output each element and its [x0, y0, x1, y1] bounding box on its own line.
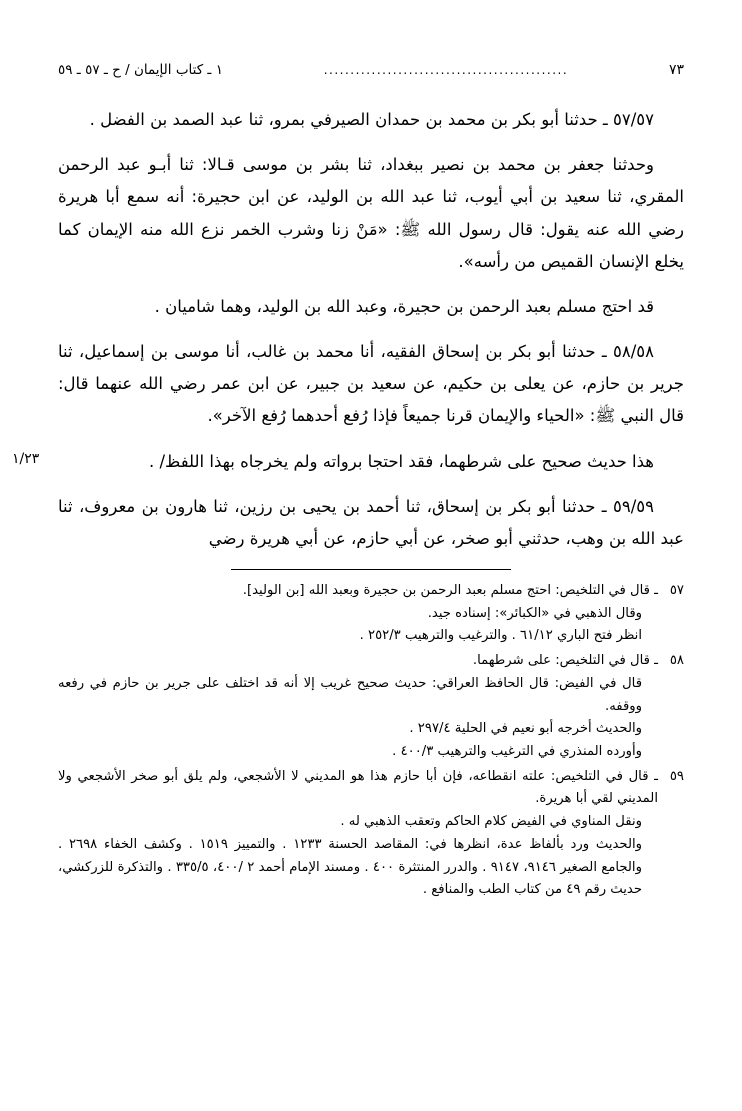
footnote-line: ـ قال في التلخيص: احتج مسلم بعبد الرحمن بن حجيرة وبعبد الله [بن الوليد]. — [242, 583, 658, 599]
footnote-number: ٥٨ — [669, 653, 684, 669]
footnotes-section — [58, 580, 684, 902]
header-dot-leader: .............................................. — [323, 63, 569, 77]
footnote-line: ـ قال في التلخيص: على شرطهما. — [472, 653, 658, 669]
footnote-58 — [58, 650, 684, 764]
footnote-line: وقال الذهبي في «الكبائر»: إسناده جيد. — [427, 605, 642, 621]
footnote-line: والحديث أخرجه أبو نعيم في الحلية ٢٩٧/٤ . — [409, 721, 642, 737]
footnote-line: وأورده المنذري في الترغيب والترهيب ٤٠٠/٣ . — [392, 743, 642, 759]
footnote-body — [58, 650, 658, 764]
footnote-59 — [58, 766, 684, 902]
paragraph-hadith-57-chain: وحدثنا جعفر بن محمد بن نصير ببغداد، ثنا بشر بن موسى قـالا: ثنا أبـو عبد الرحمن المقري، ثنا سعيد بن أبي أيوب، ثنا عبد الله بن الوليد، عن ابن حجيرة: أنه سمع أبا هريرة رضي الله عنه يقول: قال رسول الله ﷺ: «مَنْ زنا وشرب الخمر نزع الله منه الإيمان كما يخلع الإنسان القميص من رأسه». — [58, 155, 684, 271]
footnote-57 — [58, 580, 684, 648]
paragraph-hadith-58-grading-row — [12, 446, 684, 478]
page-header — [58, 62, 684, 78]
paragraph-hadith-58: ٥٨/٥٨ ـ حدثنا أبو بكر بن إسحاق الفقيه، أنا محمد بن غالب، أنا موسى بن إسماعيل، ثنا جرير بن حازم، عن يعلى بن حكيم، عن سعيد بن جبير، عن ابن عمر رضي الله عنهما قال: قال النبي ﷺ: «الحياء والإيمان قرنا جميعاً فإذا رُفع أحدهما رُفع الآخر». — [58, 342, 684, 426]
paragraph-hadith-57: ٥٧/٥٧ ـ حدثنا أبو بكر بن محمد بن حمدان الصيرفي بمرو، ثنا عبد الصمد بن الفضل . — [89, 110, 654, 129]
footnote-line: ـ قال في التلخيص: علته انقطاعه، فإن أبا حازم هذا هو المديني لا الأشجعي، ولم يلق أبو صخر الأشجعي ولا المديني لقي أبا هريرة. — [58, 768, 658, 807]
header-title: ١ ـ كتاب الإيمان / ح ـ ٥٧ ـ ٥٩ — [58, 62, 223, 78]
margin-folio-note: ١/٢٣ — [12, 451, 40, 468]
page-number: ٧٣ — [668, 62, 684, 78]
footnote-body — [58, 580, 658, 648]
main-text — [12, 104, 684, 555]
footnote-line: والحديث ورد بألفاظ عدة، انظرها في: المقاصد الحسنة ١٢٣٣ . والتمييز ١٥١٩ . وكشف الخفاء ٢٦٩٨ . والجامع الصغير ٩١٤٦، ٩١٤٧ . والدرر المنتثرة ٤٠٠ . ومسند الإمام أحمد ٢ /٤٠٠، ٣٣٥/٥ . والتذكرة للزركشي، حديث رقم ٤٩ من كتاب الطب والمنافع . — [58, 836, 642, 898]
paragraph-hadith-57-comment: قد احتج مسلم بعبد الرحمن بن حجيرة، وعبد الله بن الوليد، وهما شاميان . — [154, 296, 654, 316]
footnote-line: قال في الفيض: قال الحافظ العراقي: حديث صحيح غريب إلا أنه قد اختلف على جرير بن حازم في رفعه ووقفه. — [58, 675, 642, 714]
footnote-separator — [231, 569, 511, 570]
footnote-line: ونقل المناوي في الفيض كلام الحاكم وتعقب الذهبي له . — [340, 814, 642, 830]
footnote-number: ٥٩ — [669, 768, 684, 784]
footnote-line: انظر فتح الباري ٦١/١٢ . والترغيب والترهيب ٢٥٢/٣ . — [359, 628, 642, 644]
footnote-body — [58, 766, 658, 902]
paragraph-hadith-58-grading: هذا حديث صحيح على شرطهما، فقد احتجا برواته ولم يخرجاه بهذا اللفظ/ . — [149, 451, 654, 471]
paragraph-hadith-59: ٥٩/٥٩ ـ حدثنا أبو بكر بن إسحاق، ثنا أحمد بن يحيى بن رزين، ثنا هارون بن معروف، ثنا عبد الله بن وهب، حدثني أبو صخر، عن أبي حازم، عن أبي هريرة رضي — [58, 496, 684, 548]
footnote-number: ٥٧ — [669, 583, 684, 599]
